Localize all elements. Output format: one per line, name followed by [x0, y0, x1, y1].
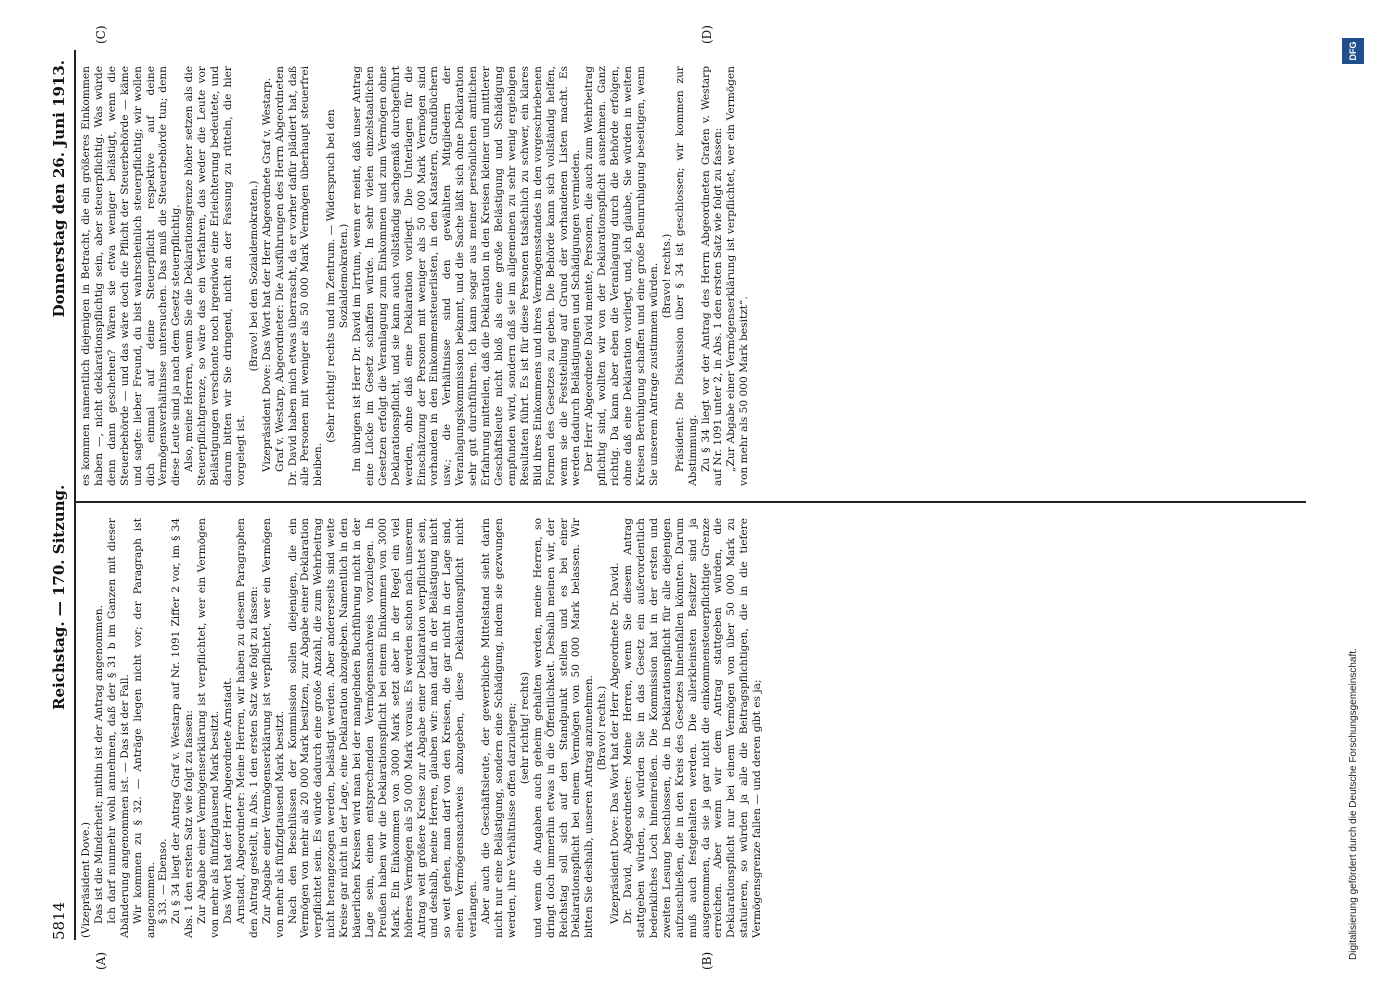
- paragraph: Präsident: Die Diskussion über § 34 ist geschlossen; wir kommen zur Abstimmung.: [673, 66, 699, 486]
- margin-marker-c: (C): [94, 25, 108, 44]
- paragraph: § 33. — Ebenso.: [157, 838, 170, 924]
- speech: Aber auch die Geschäftsleute, der gewerbliche Mittelstand sieht darin nicht nur eine Belästigung, sondern eine Schädigung, indem sie gezwungen werden, ihre Verhältnisse offen darzulegen;: [480, 518, 518, 938]
- speech: Im übrigen ist Herr Dr. David im Irrtum, wenn er meint, daß unser Antrag eine Lücke im Gesetz schaffen würde. In sehr vielen einzelstaatlichen Gesetzen erfolgt die Veranlagung zum Einkommen und zum Vermögen ohne Deklarationspflicht, und sie kann auch vollständig sachgemäß durchgeführt werden, ohne daß eine Deklaration vorliegt. Die Unterlagen für die Einschätzung der Personen mit weniger als 50 000 Mark Vermögen sind vorhanden in den Einkommensteuerlisten, in den Katastern, Grundbüchern usw.; die Verhältnisse sind den gewählten Mitgliedern der Veranlagungskommission bekannt, und die Sache läßt sich ohne Deklaration sehr gut durchführen. Ich kann sogar aus meiner persönlichen amtlichen Erfahrung mitteilen, daß die Deklaration in den Kreisen kleiner und mittlerer Geschäftsleute nicht bloß als eine große Belästigung und Schädigung empfunden wird, sondern daß sie im allgemeinen zu sehr wenig ergiebigen Resultaten führt. Es ist für diese Personen tatsächlich zu schwer, ein klares Bild ihres Einkommens und ihres Vermögensstandes in den vorgeschriebenen Formen des Gesetzes zu geben. Die Behörde kann sich vollständig helfen, wenn sie die Feststellung auf Grund der vorhandenen Listen macht. Es werden dadurch Belästigungen und Schädigungen vermieden.: [351, 66, 583, 486]
- interjection: (Sehr richtig! rechts und im Zentrum. — Widerspruch bei den Sozialdemokraten.): [325, 109, 351, 443]
- speech: Dr. David, Abgeordneter: Meine Herren, wenn Sie diesem Antrag stattgeben würden, so würden Sie in das Gesetz ein außerordentlich bedenkliches Loch hineinreißen. Die Kommission hat in der ersten und zweiten Lesung beschlossen, die in Deklarationspflicht für alle diejenigen aufzuschließen, die in den Kreis des Gesetzes hineinfallen könnten. Darum muß auch festgehalten werden. Die allerkleinsten Besitzer sind ja ausgenommen, da sie ja gar nicht die einkommensteuerpflichtige Grenze erreichen. Aber wenn wir dem Antrag stattgeben würden, die Deklarationspflicht nur bei einem Vermögen von über 50 000 Mark zu statuieren, so würden ja alle die Beitragspflichtigen, die in die tiefere Vermögensgrenze fallen — und deren gibt es ja;: [622, 518, 764, 938]
- session-title: Reichstag. — 170. Sitzung.: [50, 484, 68, 710]
- left-column: [80, 518, 764, 938]
- interjection: (Bravo! rechts.): [660, 233, 673, 319]
- interjection: (Bravo! bei den Sozialdemokraten.): [247, 180, 260, 372]
- speech: es kommen namentlich diejenigen in Betracht, die ein größeres Einkommen haben —, nicht deklarationspflichtig sein, aber steuerpflichtig. Was würde denn dann geschehen? Wären sie etwa weniger belästigt, wenn die Steuerbehörde — und das wäre doch die Pflicht der Steuerbehörde — käme und sagte: lieber Freund, du bist wahrscheinlich steuerpflichtig; wir wollen dich einmal auf deine Steuerpflicht respektive auf deine Vermögensverhältnisse untersuchen. Das muß die Steuerbehörde tun; denn diese Leute sind ja nach dem Gesetz steuerpflichtig.: [80, 66, 183, 486]
- digitization-credit: Digitalisierung gefördert durch die Deutsche Forschungsgemeinschaft.: [1348, 648, 1359, 960]
- paragraph: Zu § 34 liegt vor der Antrag des Herrn Abgeordneten Grafen v. Westarp auf Nr. 1091 unter 2, in Abs. 1 den ersten Satz wie folgt zu fassen:: [699, 66, 725, 486]
- margin-marker-d: (D): [700, 25, 714, 44]
- paragraph: Wir kommen zu § 32. — Anträge liegen nicht vor; der Paragraph ist angenommen.: [131, 518, 157, 938]
- page-number: 5814: [50, 901, 68, 940]
- right-column: [80, 66, 751, 486]
- speech: Arnstadt, Abgeordneter: Meine Herren, wir haben zu diesem Paragraphen den Antrag gestellt, in Abs. 1 den ersten Satz wie folgt zu fassen:: [234, 518, 260, 938]
- digitization-strip: [1340, 0, 1368, 1000]
- quoted-amendment: „Zur Abgabe einer Vermögenserklärung ist verpflichtet, wer ein Vermögen von mehr als 50 000 Mark besitzt“.: [725, 66, 751, 486]
- speech: Graf v. Westarp, Abgeordneter: Die Ausführungen des Herrn Abgeordneten Dr. David haben mich etwas überrascht, da er vorher dafür plädiert hat, daß alle Personen mit weniger als 50 000 Mark Vermögen überhaupt steuerfrei bleiben.: [273, 66, 325, 486]
- paragraph: (Vizepräsident Dove.): [80, 822, 92, 938]
- quoted-amendment: Zur Abgabe einer Vermögenserklärung ist verpflichtet, wer ein Vermögen von mehr als fünfzigtausend Mark besitzt.: [196, 518, 222, 938]
- column-divider: [76, 501, 1306, 503]
- margin-marker-b: (B): [700, 951, 714, 970]
- speech: Der Herr Abgeordnete David meinte, Personen, die auch zum Wehrbeitrag pflichtig sind, wollten wir von der Deklarationspflicht ausnehmen. Ganz richtig. Da kann aber eben die Veranlagung durch die Behörde erfolgen, ohne daß eine Deklaration vorliegt, und, ich glaube, Sie würden in weiten Kreisen Beruhigung schaffen und eine große Beunruhigung beseitigen, wenn Sie unserem Antrage zustimmen würden.: [583, 66, 660, 486]
- session-date: Donnerstag den 26. Juni 1913.: [50, 60, 68, 318]
- paragraph: Das Wort hat der Herr Abgeordnete Arnstadt.: [221, 677, 234, 924]
- paragraph: Das ist die Minderheit; mithin ist der Antrag angenommen.: [92, 605, 105, 924]
- speech: Nach den Beschlüssen der Kommission sollen diejenigen, die ein Vermögen von mehr als 20 000 Mark besitzen, zur Abgabe einer Deklaration verpflichtet sein. Es würde dadurch eine große Anzahl, die zum Wehrbeitrag nicht herangezogen werden, belästigt werden. Aber andererseits sind weite Kreise gar nicht in der Lage, eine Deklaration abzugeben. Namentlich in den bäuerlichen Kreisen wird man bei der mangelnden Buchführung nicht in der Lage sein, einen entsprechenden Vermögensnachweis vorzulegen. In Preußen haben wir die Deklarationspflicht bei einem Einkommen von 3000 Mark. Ein Einkommen von 3000 Mark setzt aber in der Regel ein viel höheres Vermögen als 50 000 Mark voraus. Es werden schon nach unserem Antrag weit größere Kreise zur Abgabe einer Deklaration verpflichtet sein, und deshalb, meine Herren, glauben wir: man darf in der Belästigung nicht so weit gehen, man darf von den Kreisen, die gar nicht in der Lage sind, einen Vermögensnachweis abzugeben, diese Deklarationspflicht nicht verlangen.: [286, 518, 480, 938]
- dfg-logo: DFG: [1342, 38, 1364, 64]
- paragraph: Vizepräsident Dove: Das Wort hat der Herr Abgeordnete Graf v. Westarp.: [260, 77, 273, 472]
- paragraph: Zu § 34 liegt der Antrag Graf v. Westarp auf Nr. 1091 Ziffer 2 vor, im § 34 Abs. 1 den ersten Satz wie folgt zu fassen:: [170, 518, 196, 938]
- paragraph: Ich darf nunmehr wohl annehmen, daß der § 31 b im Ganzen mit dieser Abänderung angenommen ist. — Das ist der Fall.: [105, 518, 131, 938]
- speech: und wenn die Angaben auch geheim gehalten werden, meine Herren, so dringt doch immerhin etwas in die Öffentlichkeit. Deshalb meinen wir, der Reichstag soll sich auf den Standpunkt stellen und es bei einer Deklarationspflicht bei einem Vermögen von 50 000 Mark belassen. Wir bitten Sie deshalb, unseren Antrag anzunehmen.: [531, 518, 596, 938]
- margin-marker-a: (A): [94, 951, 108, 970]
- speech: Also, meine Herren, wenn Sie die Deklarationsgrenze höher setzen als die Steuerpflichtgrenze, so wäre das ein Verfahren, das weder die Leute vor Belästigungen verschonte noch irgendwie eine Erleichterung bedeutete, und darum bitten wir Sie dringend, nicht an der Fassung zu rütteln, die hier vorgelegt ist.: [183, 66, 247, 486]
- paragraph: Vizepräsident Dove: Das Wort hat der Herr Abgeordnete Dr. David.: [609, 562, 622, 924]
- header-rule: [74, 50, 76, 940]
- page-header: [50, 60, 74, 940]
- interjection: (sehr richtig! rechts): [518, 671, 531, 785]
- quoted-amendment: Zur Abgabe einer Vermögenserklärung ist verpflichtet, wer ein Vermögen von mehr als fünfzigtausend Mark besitzt.: [260, 518, 286, 938]
- interjection: (Bravo! rechts.): [596, 685, 609, 771]
